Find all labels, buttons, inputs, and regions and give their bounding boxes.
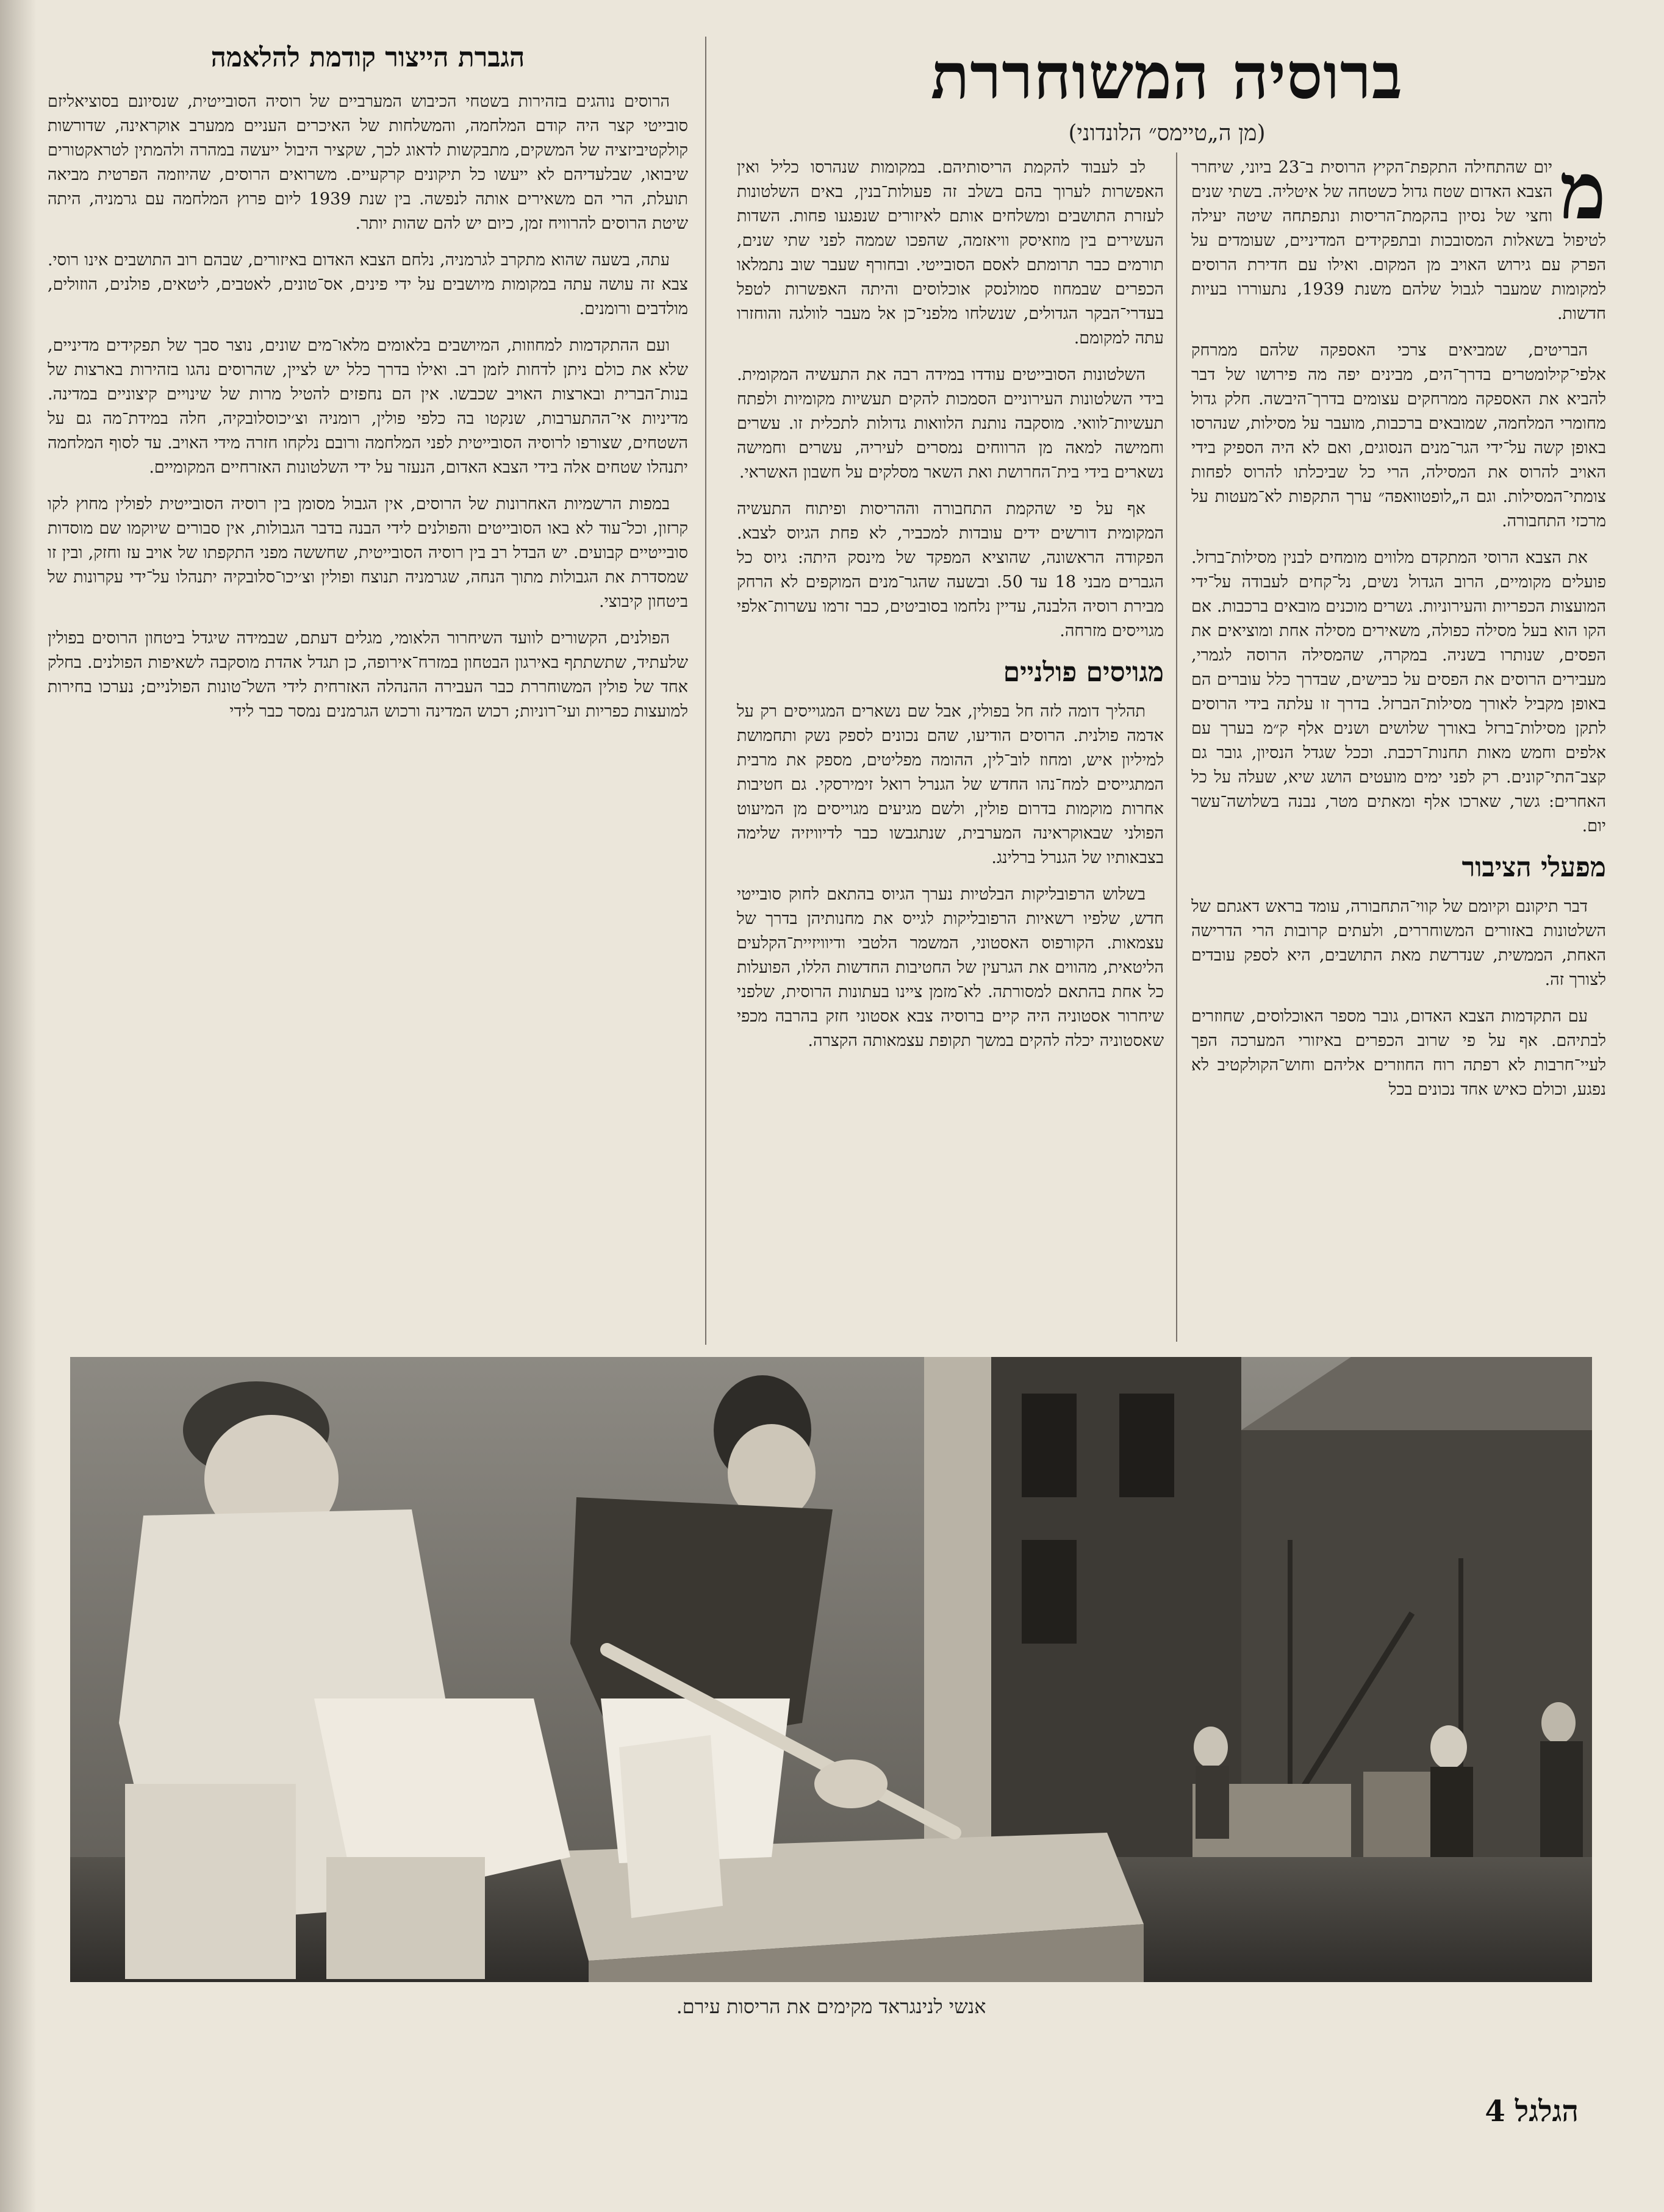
article-byline: (מן ה„טיימס״ הלונדוני) (1068, 121, 1266, 146)
section-heading-polish-recruits: מגויסים פולניים (1003, 657, 1164, 688)
paragraph: אף על פי שהקמת התחבורה וההריסות ופיתוח התעשיה המקומית דורשים ידים עובדות למכביר, לא פחת הגיוס לצבא. הפקודה הראשונה, שהוציא המפקד של מינסק היתה: גיוס כל הגברים מבני 18 עד 50. ובשעה שהגר־מנים המוקפים לא הרחק מבירת רוסיה הלבנה, עדיין נלחמו בסוביטים, כבר זרמו עשרות־אלפי מגוייסים מזרחה. (737, 499, 1164, 640)
magazine-name: הגלגל (1515, 2094, 1579, 2128)
paragraph: את הצבא הרוסי המתקדם מלווים מומחים לבנין מסילות־ברזל. פועלים מקומיים, הרוב הגדול נשים, נל־קחים לעבודה על־ידי המועצות הכפריות והעירוניות. גשרים מוכנים מובאים ברכבות. אם הקו הוא בעל מסילה כפולה, משאירים מסילה אחת ומוציאים את הפסים, שנותרו בשניה. במקרה, שהמסילה הרוסה לגמרי, מעבירים הרוסים את הפסים על כבישים, שבדרך כלל עוברים הם באופן מקביל לאורך מסילות־הברזל. בדרך זו עלתה בידי הרוסים לתקן מסילות־ברזל באורך שלושים ושנים אלף ק״מ בערך עם אלפים וחמש מאות תחנות־רכבת. וככל שגדל הנסיון, גובר גם קצב־התי־קונים. רק לפני ימים מועטים הושג שיא, שעלה על כל האחרים: גשר, שארכו אלף ומאתים מטר, נבנה בשלושה־עשר יום. (1191, 548, 1606, 836)
paragraph-text: יום שהתחילה התקפת־הקיץ הרוסית ב־23 ביוני, שיחרר הצבא האדום שטח גדול כשטחה של איטליה. בשתי שנים וחצי של נסיון בהקמת־הריסות ונתפתחה שיטה יעילה לטיפול בשאלות המסובכות ובתפקידים המדיניים, שעומדים על הפרק עם גירוש האויב מן המקום. ואילו עם חדירת הרוסים למקומות שמעבר לגבול שלהם משנת 1939, נתעוררו בעיות חדשות. (1191, 158, 1606, 323)
paragraph: תהליך דומה לזה חל בפולין, אבל שם נשארים המגוייסים רק על אדמה פולנית. הרוסים הודיעו, שהם נכונים לספק נשק ותחמושת למיליון איש, ומחוז לוב־לין, ההומה מפליטים, מספק את מרבית המתגייסים למח־נהו החדש של הגנרל רואל זימירסקי. גם חטיבות אחרות מוקמות בדרום פולין, ולשם מגיעים מגוייסים מן המיעוט הפולני שבאוקראינה המערבית, שנתגבשו כבר לדיוויזיה שלימה בצבאותיו של הגנרל ברלינג. (737, 702, 1164, 867)
article-column-2 (737, 156, 1164, 1339)
paragraph: בשלוש הרפובליקות הבלטיות נערך הגיוס בהתאם לחוק סובייטי חדש, שלפיו רשאיות הרפובליקות לגייס את מחנותיהן בדרך של עצמאות. הקורפוס האסטוני, המשמר הלטבי ודיוויזיית־הקלעים הליטאית, מהווים את הגרעין של החטיבות החדשות הללו, הפועלות כל אחת בהתאם למסורתה. לא־מזמן ציינו בעתונות הרוסית, שלפני שיחרור אסטוניה היה קיים ברוסיה צבא אסטוני חזק בהרבה מכפי שאסטוניה יכלה להקים במשך תקופת עצמאותה הקצרה. (737, 885, 1164, 1050)
column-rule (705, 37, 706, 1345)
photo-illustration (70, 1357, 1592, 1982)
section-heading-production: הגברת הייצור קודמת להלאמה (210, 42, 525, 73)
paragraph: הפולנים, הקשורים לוועד השיחרור הלאומי, מגלים דעתם, שבמידה שיגדל ביטחון הרוסים בפולין שלעתיד, שתשתתף באירגון הבטחון במזרח־אירופה, כן תגדל אהדת מוסקבה לשאיפות הפולנים. בחלק אחד של פולין המשוחררת כבר העבירה ההנהלה האזרחית לידי השל־טונות הפולניים; נערכו בחירות למועצות כפריות ועי־רוניות; רכוש המדינה ורכוש הגרמנים נמסר כבר לידי (48, 629, 688, 721)
paragraph: דבר תיקונם וקיומם של קווי־התחבורה, עומד בראש דאגתם של השלטונות באזורים המשוחררים, ולעתים קרובות הרי הדרישה האחת, הממשית, שנדרשת מאת התושבים, היא לספק עובדים לצורך זה. (1191, 897, 1606, 989)
paragraph: לב לעבוד להקמת הריסותיהם. במקומות שנהרסו כליל ואין האפשרות לערוך בהם בשלב זה פעולות־בנין, באים השלטונות לעזרת התושבים ומשלחים אותם לאיזורים שנפגעו פחות. השדות העשירים בין מוזאיסק וויאזמה, שהפכו שממה לפני שתי שנים, תורמים כבר תרומתם לאסם הסובייטי. ובחורף שעבר שוב נתמלאו הכפרים שבמחוז סמולנסק אוכלוסים והיתה האפשרות לטפל בעדרי־הבקר הגדולים, שנשלחו מלפני־כן אל מעבר לוולגה והוחזרו עתה למקומם. (737, 158, 1164, 348)
paragraph: השלטונות הסובייטים עודדו במידה רבה את התעשיה המקומית. בידי השלטונות העירוניים הסמכות להקים תעשיות מקומיות ולפתח תעשיות־לוואי. מוסקבה נותנת הלוואות גדולות לתכלית זו. עשרים וחמישה למאה מן הרווחים נמסרים לעיריה, עשרים וחמישה נשארים בידי בית־החרושת ואת השאר מסלקים על חשבון האשראי. (737, 365, 1164, 482)
paragraph: הבריטים, שמביאים צרכי האספקה שלהם ממרחק אלפי־קילומטרים בדרך־הים, מבינים יפה מה פירושו של דבר להביא את האספקה ממרחקים עצומים בדרך־היבשה. חלק גדול מחומרי המלחמה, שמובאים ברכבות, מועבר על מסילות, שנהרסו באופן קשה על־ידי הגר־מנים הנסוגים, ואם לא היה הספיק בידי האויב להרוס את המסילה, הרי כל שביכלתו להרוס לפחות צומתי־המסילות. וגם ה„לופטוואפה״ ערך התקפות לא־מעטות על מרכזי התחבורה. (1191, 341, 1606, 531)
photo-workers-rebuilding (70, 1357, 1592, 1982)
article-column-3 (48, 40, 688, 1345)
paragraph: הרוסים נוהגים בזהירות בשטחי הכיבוש המערביים של רוסיה הסובייטית, שנסיונם בסוציאליזם סובייטי קצר היה קודם המלחמה, והמשלחות של האיכרים העניים ממערב אוקראינה, שדורשות קולקטיביזציה של המשקים, מתבקשות לדאוג לכך, שקציר היבול ייעשה במהרה ולהמתין לטראקטורים שיבואו, שבלעדיהם לא ייעשו כל תיקונים קרקעיים. משרואים הרוסים, שהיוזמה הפרטית מביאה תועלת, הרי הם משאירים אותה לנפשה. בין שנת 1939 ליום פרוץ המלחמה עם גרמניה, היתה שיטת הרוסים להרוויח זמן, כיום יש להם שהות יותר. (48, 92, 688, 233)
section-heading-public-works: מפעלי הציבור (1461, 852, 1606, 883)
paragraph: עתה, בשעה שהוא מתקרב לגרמניה, נלחם הצבא האדום באיזורים, שבהם רוב התושבים אינו רוסי. צבא זה עושה עתה במקומות מיושבים על ידי פינים, אס־טונים, לאטבים, ליטאים, פולנים, הוזולים, מולדבים ורומנים. (48, 251, 688, 318)
paragraph: במפות הרשמיות האחרונות של הרוסים, אין הגבול מסומן בין רוסיה הסובייטית לפולין מחוץ לקו קרזון, וכל־עוד לא באו הסובייטים והפולנים לידי הבנה בדבר הגבולות, אין סבורים שיוקמו שם מוסדות סובייטיים קבועים. יש הבדל רב בין רוסיה הסובייטית, שחששה מפני התקפתו של אויב עז וחזק, ובין זו שמסדרת את הגבולות מתוך הנחה, שגרמניה תנוצח ופולין וצ׳יכו־סלובקיה יתנהלו על־ידי עקרונות של ביטחון קיבוצי. (48, 495, 688, 611)
article-headline: ברוסיה המשוחררת (930, 38, 1404, 113)
paragraph-opening (1191, 156, 1606, 326)
photo-caption: אנשי לנינגראד מקימים את הריסות עירם. (676, 1995, 986, 2018)
drop-cap: מ (1560, 156, 1606, 237)
column-rule (1176, 152, 1177, 1342)
article-column-1 (1191, 156, 1606, 1217)
page-footer (1475, 2092, 1579, 2131)
page-number: 4 (1485, 2094, 1505, 2128)
binding-shadow (0, 0, 37, 2212)
paragraph: עם התקדמות הצבא האדום, גובר מספר האוכלוסים, שחוזרים לבתיהם. אף על פי שרוב הכפרים באיזורי המערכה הפך לעיי־חרבות לא רפתה רוח החוזרים אליהם וחוש־הקולקטיב לא נפגע, וכולם כאיש אחד נכונים בכל (1191, 1007, 1606, 1099)
paragraph: ועם ההתקדמות למחוזות, המיושבים בלאומים מלאו־מים שונים, נוצר סבך של תפקידים מדיניים, שלא את כולם ניתן לדחות לזמן רב. ואילו בדרך כלל יש לציין, שהרוסים נהגו בזהירות בארצות של בנות־הברית ובארצות האויב שכבשו. אין הם נחפזים להטיל מרות של שינויים קיצוניים במדינה. מדיניות אי־ההתערבות, שנקטו בה כלפי פולין, רומניה וצ׳יכוסלובקיה, חלה במידת־מה גם על השטחים, שצורפו לרוסיה הסובייטית לפני המלחמה ורובם נלקחו חזרה מידי האויב. עד לסוף המלחמה יתנהלו שטחים אלה בידי הצבא האדום, הנעזר על ידי השלטונות האזרחיים המקומיים. (48, 336, 688, 477)
